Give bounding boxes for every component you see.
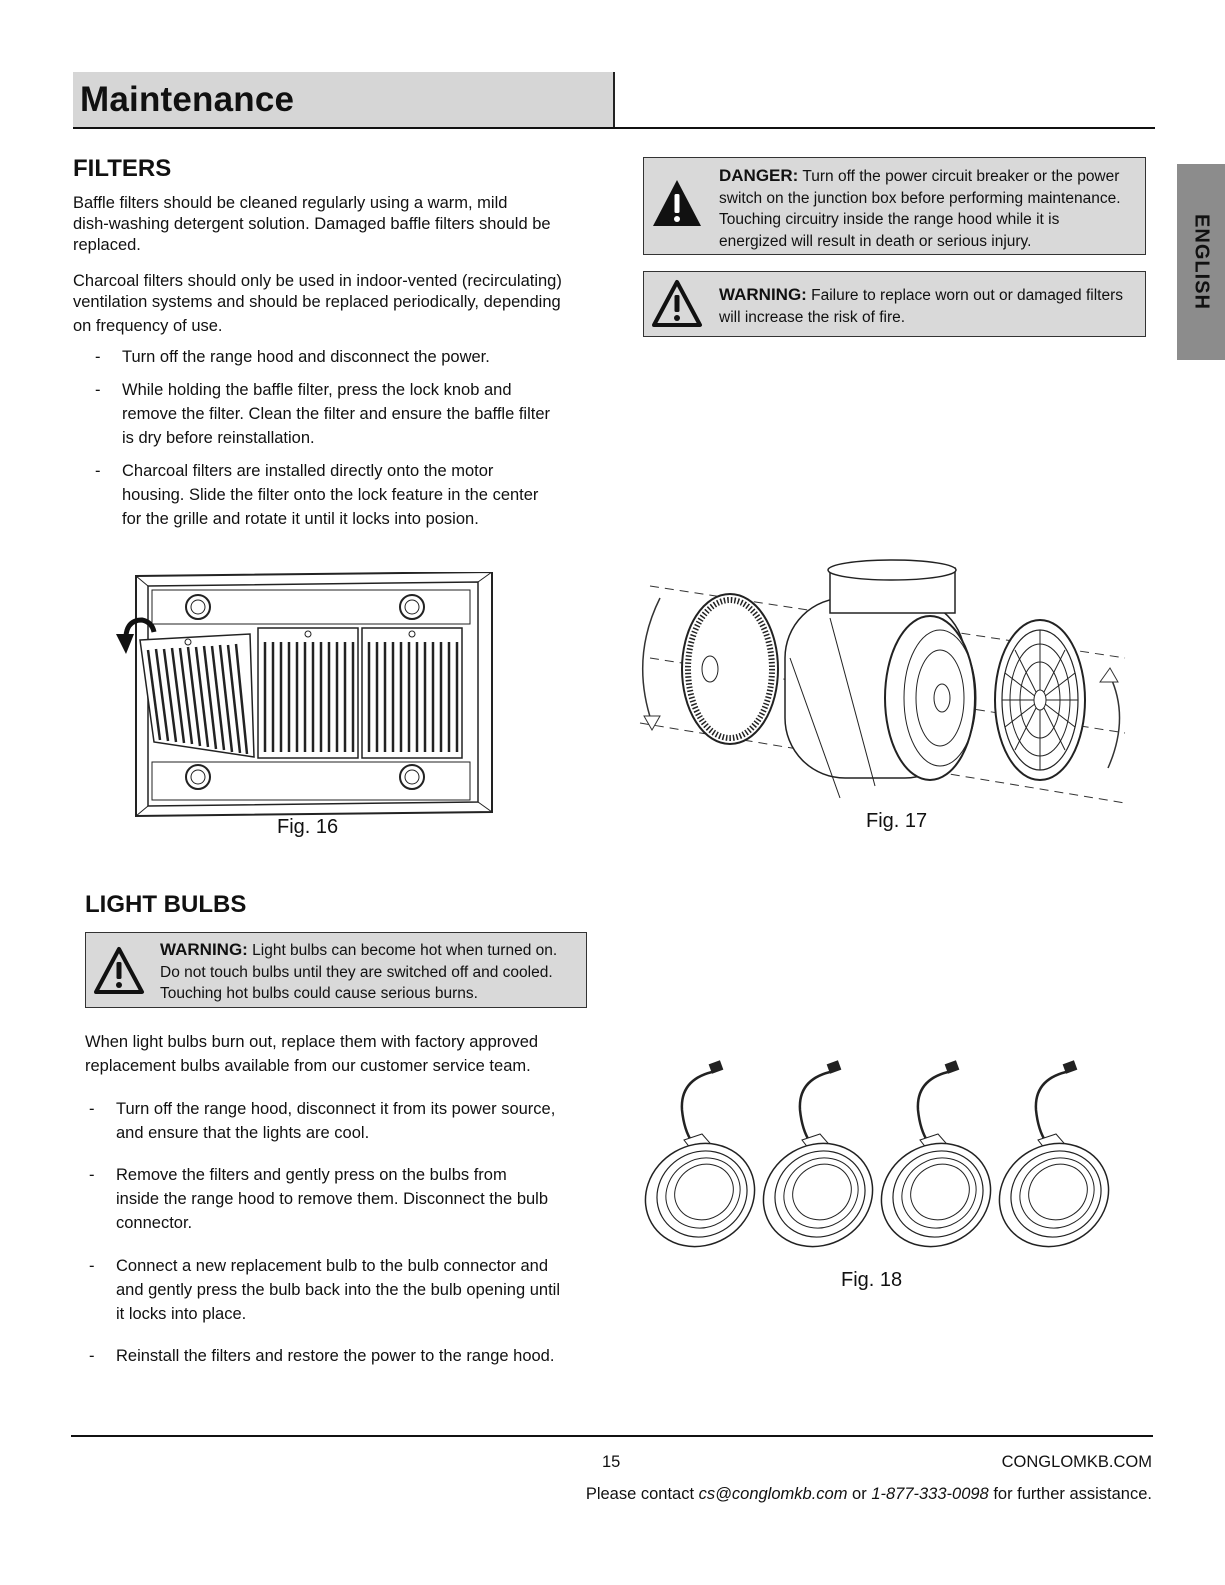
text-line: replacement bulbs available from our customer service team. <box>85 1057 531 1075</box>
text-line: inside the range hood to remove them. Disconnect the bulb <box>116 1190 549 1208</box>
text-line: Failure to replace worn out or damaged filters <box>806 287 1124 304</box>
filter-warning-text <box>719 284 1123 328</box>
text-line: While holding the baffle filter, press the lock knob and <box>122 381 512 399</box>
replacement-bulbs-illustration <box>640 1060 1130 1255</box>
list-marker: - <box>95 381 101 399</box>
text-line: Reinstall the filters and restore the power to the range hood. <box>116 1347 555 1365</box>
text-line: and ensure that the lights are cool. <box>116 1124 370 1142</box>
text-line: and gently press the bulb back into the the bulb opening until <box>116 1281 560 1299</box>
text-line: for the grille and rotate it until it locks into posion. <box>122 510 479 528</box>
filters-step-3 <box>95 459 539 531</box>
light-bulbs-step-2 <box>89 1163 549 1235</box>
text-line: When light bulbs burn out, replace them with factory approved <box>85 1033 539 1051</box>
text-line: it locks into place. <box>116 1305 247 1323</box>
text-line: replaced. <box>73 236 141 254</box>
text-line: housing. Slide the filter onto the lock feature in the center <box>122 486 539 504</box>
bulb-2 <box>745 1060 892 1255</box>
motor-housing-charcoal-filter-illustration <box>630 558 1140 808</box>
language-tab <box>1177 164 1225 360</box>
page-number: 15 <box>602 1453 621 1471</box>
list-marker: - <box>95 348 101 366</box>
bulb-4 <box>981 1060 1128 1255</box>
list-marker: - <box>89 1347 95 1365</box>
filter-warning-box <box>643 271 1146 337</box>
list-marker: - <box>89 1100 95 1118</box>
list-marker: - <box>95 462 101 480</box>
filters-heading: FILTERS <box>73 155 172 182</box>
contact-suffix: for further assistance. <box>988 1485 1152 1503</box>
figure-16-caption: Fig. 16 <box>277 816 339 838</box>
text-line: Turn off the power circuit breaker or the power <box>798 168 1120 185</box>
contact-phone[interactable]: 1-877-333-0098 <box>871 1485 989 1503</box>
text-line: remove the filter. Clean the filter and ensure the baffle filter <box>122 405 551 423</box>
danger-label: DANGER: <box>719 166 799 185</box>
text-line: Charcoal filters should only be used in indoor-vented (recirculating) <box>73 272 562 290</box>
page-title: Maintenance <box>80 80 295 119</box>
range-hood-filters-illustration <box>110 572 495 822</box>
contact-email[interactable]: cs@conglomkb.com <box>698 1485 848 1503</box>
light-bulbs-step-4 <box>89 1344 555 1368</box>
light-bulbs-intro <box>85 1030 538 1078</box>
light-bulb-warning-box <box>85 932 587 1008</box>
filters-paragraph-1 <box>73 193 551 256</box>
danger-text <box>719 165 1121 252</box>
text-line: Do not touch bulbs until they are switched off and cooled. <box>160 963 553 981</box>
text-line: dish-washing detergent solution. Damaged baffle filters should be <box>73 215 551 233</box>
contact-line <box>586 1485 1152 1504</box>
figure-18-caption: Fig. 18 <box>841 1269 903 1291</box>
warning-icon <box>91 945 147 997</box>
light-bulbs-step-1 <box>89 1097 556 1145</box>
site-name: CONGLOMKB.COM <box>1001 1453 1152 1471</box>
text-line: Baffle filters should be cleaned regularly using a warm, mild <box>73 194 508 212</box>
warning-label: WARNING: <box>719 285 807 304</box>
text-line: Turn off the range hood and disconnect the power. <box>122 348 490 366</box>
text-line: Touching hot bulbs could cause serious burns. <box>160 985 478 1002</box>
filters-paragraph-2 <box>73 271 562 337</box>
danger-icon <box>651 178 703 230</box>
text-line: on frequency of use. <box>73 317 223 335</box>
list-marker: - <box>89 1257 95 1275</box>
light-bulbs-step-3 <box>89 1254 560 1326</box>
text-line: will increase the risk of fire. <box>719 308 906 326</box>
warning-label: WARNING: <box>160 940 248 959</box>
bulb-1 <box>640 1060 773 1255</box>
text-line: connector. <box>116 1214 193 1232</box>
text-line: Touching circuitry inside the range hood while it is <box>719 211 1060 228</box>
text-line: Remove the filters and gently press on the bulbs from <box>116 1166 507 1184</box>
filters-step-2 <box>95 378 551 450</box>
text-line: Light bulbs can become hot when turned on. <box>247 942 558 959</box>
list-marker: - <box>89 1166 95 1184</box>
contact-or: or <box>847 1485 872 1503</box>
text-line: Charcoal filters are installed directly onto the motor <box>122 462 494 480</box>
title-rule <box>73 127 1155 129</box>
text-line: Connect a new replacement bulb to the bulb connector and <box>116 1257 549 1275</box>
text-line: Turn off the range hood, disconnect it from its power source, <box>116 1100 556 1118</box>
danger-box <box>643 157 1146 255</box>
light-bulbs-heading: LIGHT BULBS <box>85 891 247 918</box>
contact-prefix: Please contact <box>585 1485 699 1503</box>
text-line: switch on the junction box before performing maintenance. <box>719 189 1121 207</box>
language-tab-label: ENGLISH <box>1190 214 1213 310</box>
text-line: energized will result in death or serious injury. <box>719 232 1032 250</box>
footer-rule <box>71 1435 1153 1437</box>
text-line: ventilation systems and should be replaced periodically, depending <box>73 293 561 311</box>
warning-icon <box>651 278 703 330</box>
bulb-3 <box>863 1060 1010 1255</box>
text-line: is dry before reinstallation. <box>122 429 315 447</box>
filters-step-1 <box>95 345 490 369</box>
figure-17-caption: Fig. 17 <box>866 810 928 832</box>
light-bulb-warning-text <box>160 939 557 1005</box>
